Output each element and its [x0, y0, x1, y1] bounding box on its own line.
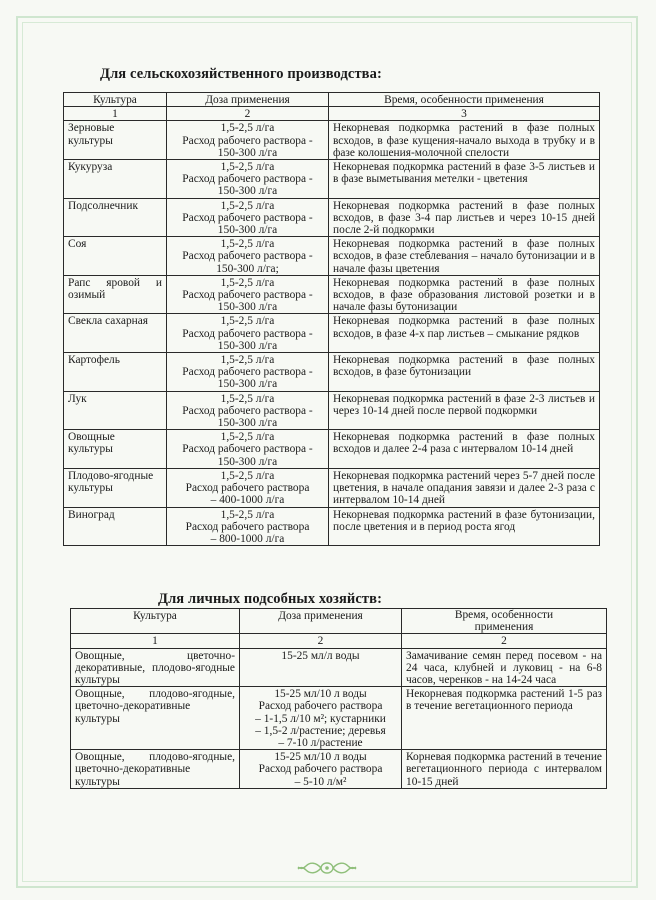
table-row: [64, 353, 600, 392]
dose-line: 1,5-2,5 л/га: [220, 354, 275, 367]
time-cell: Некорневая подкормка растений в фазе полных всходов и далее 2-4 раза с интервалом 10-14 дней: [329, 430, 600, 469]
crop-cell: Овощные культуры: [64, 430, 167, 469]
column-number: 2: [402, 634, 607, 648]
time-cell: Некорневая подкормка растений в фазе 3-5 листьев и в фазе выметывания метелки - цветения: [329, 160, 600, 199]
crop-cell: Овощные, цветочно-декоративные, плодово-ягодные культуры: [71, 648, 240, 687]
dose-line: 150-300 л/га: [217, 146, 278, 159]
dose-line: 1,5-2,5 л/га: [220, 431, 275, 444]
crop-cell: Зерновые культуры: [64, 121, 167, 160]
table-row: [64, 160, 600, 199]
section-title-private: Для личных подсобных хозяйств:: [158, 591, 382, 607]
dose-cell: [167, 468, 329, 507]
table-row: [64, 237, 600, 276]
dose-cell: [167, 353, 329, 392]
table-row: [64, 121, 600, 160]
table-row: [64, 507, 600, 546]
dose-line: Расход рабочего раствора: [185, 520, 310, 533]
dose-line: 150-300 л/га: [217, 185, 278, 198]
dose-line: 15-25 мл/л воды: [281, 649, 360, 662]
dose-cell: [167, 391, 329, 430]
private-farm-table: [70, 608, 607, 789]
dose-line: – 400-1000 л/га: [210, 494, 285, 507]
column-number: 2: [240, 634, 402, 648]
column-number: 1: [71, 634, 240, 648]
time-cell: Некорневая подкормка растений в фазе полных всходов, в фазе образования листовой розетки и в начале фазы бутонизации: [329, 275, 600, 314]
dose-line: – 5-10 л/м²: [294, 775, 347, 788]
table-row: [71, 687, 607, 750]
dose-line: 1,5-2,5 л/га: [220, 276, 275, 289]
dose-line: 150-300 л/га: [217, 455, 278, 468]
dose-cell: [167, 507, 329, 546]
table-row: [71, 648, 607, 687]
dose-line: Расход рабочего раствора -: [182, 250, 313, 263]
header-time: Время, особенности применения: [402, 609, 607, 634]
dose-line: – 800-1000 л/га: [210, 532, 285, 545]
table-header-row: [64, 93, 600, 107]
agricultural-table: [63, 92, 600, 546]
time-cell: Некорневая подкормка растений в фазе полных всходов, в фазе бутонизации: [329, 353, 600, 392]
column-number-row: [71, 634, 607, 648]
header-crop: Культура: [71, 609, 240, 634]
dose-line: Расход рабочего раствора -: [182, 327, 313, 340]
dose-cell: [167, 121, 329, 160]
table-row: [64, 391, 600, 430]
column-number: 2: [167, 107, 329, 121]
crop-cell: Виноград: [64, 507, 167, 546]
time-cell: Некорневая подкормка растений в фазе 2-3 листьев и через 10-14 дней после первой подкормки: [329, 391, 600, 430]
dose-line: 1,5-2,5 л/га: [220, 315, 275, 328]
crop-cell: Кукуруза: [64, 160, 167, 199]
table-row: [64, 430, 600, 469]
dose-cell: [167, 237, 329, 276]
crop-cell: Плодово-ягодные культуры: [64, 468, 167, 507]
dose-line: 15-25 мл/10 л воды: [274, 751, 367, 764]
time-cell: Некорневая подкормка растений 1-5 раз в течение вегетационного периода: [402, 687, 607, 750]
crop-cell: Подсолнечник: [64, 198, 167, 237]
dose-line: 1,5-2,5 л/га: [220, 199, 275, 212]
time-cell: Некорневая подкормка растений в фазе бутонизации, после цветения и в период роста ягод: [329, 507, 600, 546]
dose-line: 150-300 л/га: [217, 301, 278, 314]
dose-line: Расход рабочего раствора: [258, 763, 383, 776]
crop-cell: Свекла сахарная: [64, 314, 167, 353]
dose-cell: [167, 198, 329, 237]
header-time: Время, особенности применения: [329, 93, 600, 107]
header-dose: Доза применения: [167, 93, 329, 107]
dose-line: 150-300 л/га: [217, 224, 278, 237]
dose-line: Расход рабочего раствора -: [182, 404, 313, 417]
time-cell: Некорневая подкормка растений в фазе полных всходов, в фазе кущения-начало выхода в трубку и в фазе колошения-молочной спелости: [329, 121, 600, 160]
table-row: [64, 198, 600, 237]
crop-cell: Овощные, плодово-ягодные, цветочно-декоративные культуры: [71, 750, 240, 789]
section-title-agricultural: Для сельскохозяйственного производства:: [100, 66, 382, 82]
dose-line: – 1,5-2 л/растение; деревья: [255, 724, 386, 737]
dose-line: 15-25 мл/10 л воды: [274, 688, 367, 701]
column-number-row: [64, 107, 600, 121]
dose-cell: [167, 430, 329, 469]
dose-line: 1,5-2,5 л/га: [220, 161, 275, 174]
dose-line: 1,5-2,5 л/га: [220, 238, 275, 251]
dose-cell: [167, 314, 329, 353]
dose-line: Расход рабочего раствора: [258, 700, 383, 713]
floral-ornament-icon: [296, 860, 358, 876]
crop-cell: Рапс яровой и озимый: [64, 275, 167, 314]
crop-cell: Лук: [64, 391, 167, 430]
table-row: [64, 468, 600, 507]
table-row: [64, 314, 600, 353]
dose-line: 150-300 л/га;: [216, 262, 279, 275]
time-cell: Некорневая подкормка растений в фазе полных всходов, в фазе 4-х пар листьев – смыкание рядков: [329, 314, 600, 353]
dose-line: 1,5-2,5 л/га: [220, 392, 275, 405]
table-row: [71, 750, 607, 789]
dose-line: 1,5-2,5 л/га: [220, 508, 275, 521]
dose-line: Расход рабочего раствора -: [182, 173, 313, 186]
time-cell: Замачивание семян перед посевом - на 24 часа, клубней и луковиц - на 6-8 часов, черенков - на 14-24 часа: [402, 648, 607, 687]
dose-cell: [167, 275, 329, 314]
time-cell: Некорневая подкормка растений в фазе полных всходов, в фазе 3-4 пар листьев и через 10-15 дней после 2-й подкормки: [329, 198, 600, 237]
header-crop: Культура: [64, 93, 167, 107]
dose-line: – 1-1,5 л/10 м²; кустарники: [255, 712, 386, 725]
dose-line: 150-300 л/га: [217, 378, 278, 391]
dose-cell: [240, 648, 402, 687]
table-row: [64, 275, 600, 314]
dose-line: 150-300 л/га: [217, 339, 278, 352]
dose-line: 1,5-2,5 л/га: [220, 122, 275, 135]
dose-line: Расход рабочего раствора: [185, 482, 310, 495]
dose-line: 1,5-2,5 л/га: [220, 469, 275, 482]
dose-line: Расход рабочего раствора -: [182, 289, 313, 302]
dose-line: Расход рабочего раствора -: [182, 366, 313, 379]
time-cell: Некорневая подкормка растений через 5-7 дней после цветения, в начале опадания завязи и далее 2-3 раза с интервалом 10-14 дней: [329, 468, 600, 507]
dose-line: 150-300 л/га: [217, 417, 278, 430]
dose-cell: [240, 687, 402, 750]
crop-cell: Картофель: [64, 353, 167, 392]
dose-cell: [240, 750, 402, 789]
crop-cell: Соя: [64, 237, 167, 276]
dose-line: Расход рабочего раствора -: [182, 134, 313, 147]
crop-cell: Овощные, плодово-ягодные, цветочно-декоративные культуры: [71, 687, 240, 750]
dose-line: – 7-10 л/растение: [278, 737, 363, 750]
column-number: 1: [64, 107, 167, 121]
table-header-row: [71, 609, 607, 634]
dose-line: Расход рабочего раствора -: [182, 211, 313, 224]
header-dose: Доза применения: [240, 609, 402, 634]
dose-cell: [167, 160, 329, 199]
time-cell: Корневая подкормка растений в течение вегетационного периода с интервалом 10-15 дней: [402, 750, 607, 789]
column-number: 3: [329, 107, 600, 121]
dose-line: Расход рабочего раствора -: [182, 443, 313, 456]
time-cell: Некорневая подкормка растений в фазе полных всходов, в фазе стеблевания – начало бутонизации и в начале фазы цветения: [329, 237, 600, 276]
